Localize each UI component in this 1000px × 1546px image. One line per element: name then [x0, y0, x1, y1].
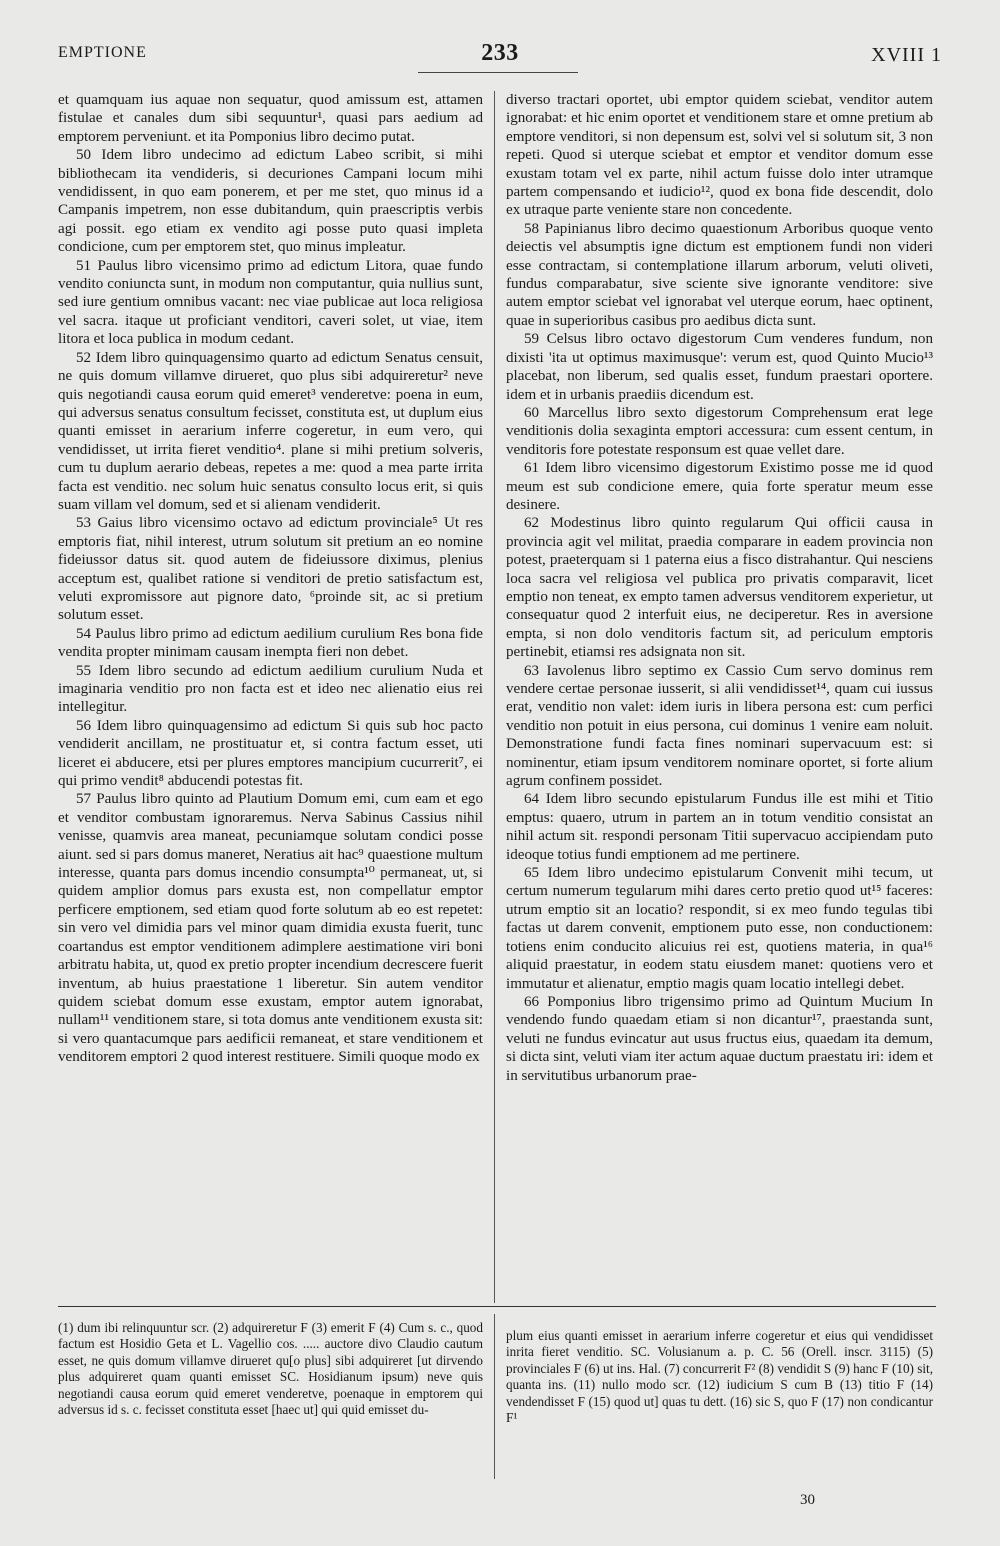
paragraph: 59 Celsus libro octavo digestorum Cum venderes fundum, non dixisti 'ita ut optimus maximusque': verum est, quod Quinto Mucio¹³ placebat, non liberum, sed qualis esset, fundum praestari oportere. idem et in urbanis praediis dicendum est. — [506, 331, 933, 403]
footnote-text: plum eius quanti emisset in aerarium inferre cogeretur et eius qui vendidisset inrita fieret venditio. SC. Volusianum a. p. C. 56 (Orell. inscr. 3115) (5) provinciales F (6) ut ins. Hal. (7) concurrerit F² (8) vendidit S (9) hanc F (10) sit, quanta ins. (11) nullo modo scr. (12) iudicium S cum B (13) titio F (14) vendendisset F (15) quod ut] quas tu dett. (16) sic S, quo F (17) non condicantur F¹ — [506, 1328, 933, 1426]
paragraph: 60 Marcellus libro sexto digestorum Comprehensum erat lege venditionis dolia sexaginta emptori accessura: cum essent centum, in venditoris fore potestate responsum est quae vellet dare. — [506, 404, 933, 458]
paragraph: 50 Idem libro undecimo ad edictum Labeo scribit, si mihi bibliothecam ita vendideris, si decuriones Campani locum mihi vendidissent, in quo eam ponerem, et per me stet, quo minus id a Campanis impetrem, non esse dubitandum, quin praescriptis verbis agi possit. ego etiam ex vendito agi posse puto quasi impleta condicione, cum per emptorem stet, quo minus impleatur. — [58, 147, 483, 256]
signature-mark: 30 — [800, 1492, 815, 1508]
paragraph: 55 Idem libro secundo ad edictum aedilium curulium Nuda et imaginaria venditio pro non facta est et ideo nec alienatio eius rei intellegitur. — [58, 662, 483, 716]
right-text-column — [506, 91, 933, 1303]
paragraph: 52 Idem libro quinquagensimo quarto ad edictum Senatus censuit, ne quis domum villamve dirueret, quo plus sibi adquireretur² neve quis negotiandi causa eorum quid emeret³ venderetve: poena in eum, qui adversus senatus consultum fecisset, constituta est, ut duplum eius quanti emisset in aerarium inferre cogeretur, in eum vero, qui vendidisset, ut irrita fieret venditio⁴. plane si mihi pretium solveris, cum tu duplum aerario debeas, repetes a me: quod a mea parte irrita facta est venditio. nec solum huic senatus consulto locus erit, si quis suam villam vel domum, sed et si alienam vendiderit. — [58, 349, 483, 513]
footnotes-right — [506, 1328, 933, 1488]
paragraph: 62 Modestinus libro quinto regularum Qui officii causa in provincia agit vel militat, praedia comparare in eadem provincia non potest, praeterquam si 1 paterna eius a fisco distrahantur. Qui nesciens loca sacra vel religiosa vel publica pro privatis comparavit, licet emptio non teneat, ex empto tamen adversus venditorem experietur, ut consequatur quod 2 interfuit eius, ne deciperetur. Res in aversione empta, si non dolo venditoris factum sit, ad periculum emptoris pertinebit, etiamsi res adsignata non sit. — [506, 515, 933, 661]
footnote-text: (1) dum ibi relinquuntur scr. (2) adquireretur F (3) emerit F (4) Cum s. c., quod factum est Hosidio Geta et L. Vagellio cos. ..... auctore divo Claudio cautum esset, ne quis domum villamve dirueret qu[o plus] sibi adquireret [ut dirvendo plus adquireret quam quanti emisset SC. Hosidianum ipsum) neve quis negotiandi causa eorum quid emeret venderetve, poenaque in emptorem qui adversus id s. c. fecisset constituta esset [haec ut] qui quid emisset du- — [58, 1320, 483, 1418]
paragraph: 54 Paulus libro primo ad edictum aedilium curulium Res bona fide vendita propter minimam causam inempta fieri non debet. — [58, 625, 483, 661]
footnote-column-divider — [494, 1314, 495, 1479]
paragraph: 58 Papinianus libro decimo quaestionum Arboribus quoque vento deiectis vel absumptis igne dictum est emptionem fundi non videri esse contractam, si contemplatione illarum arborum, veluti oliveti, fundus comparabatur, sive sciente sive ignorante venditore: sive autem emptor sciebat vel ignorabat vel uterque eorum, haec optinent, quae in superioribus casibus pro aedibus dicta sunt. — [506, 220, 933, 329]
paragraph: 51 Paulus libro vicensimo primo ad edictum Litora, quae fundo vendito coniuncta sunt, in modum non computantur, quia nullius sunt, sed iure gentium omnibus vacant: nec viae publicae aut loca religiosa vel sacra. itaque ut proficiant venditori, caveri solet, ut viae, item litora et loca publica in modum cedant. — [58, 257, 483, 348]
paragraph: 61 Idem libro vicensimo digestorum Existimo posse me id quod meum est sub condicione emere, quia forte speratur meum esse desinere. — [506, 460, 933, 513]
paragraph: 57 Paulus libro quinto ad Plautium Domum emi, cum eam et ego et venditor combustam ignoraremus. Nerva Sabinus Cassius nihil venisse, quamvis area maneat, pecuniamque solutam condici posse aiunt. sed si pars domus maneret, Neratius ait hac⁹ quaestione multum interesse, quanta pars domus incendio consumpta¹⁰ permaneat, ut, si quidem amplior domus pars exusta est, non compellatur emptor perficere emptionem, sed etiam quod forte solutum ab eo est repetet: sin vero vel dimidia pars vel minor quam dimidia exusta fuerit, tunc coartandus est emptor venditionem adimplere aestimatione viri boni arbitratu habita, ut, quod ex pretio propter incendium decrescere fuerit inventum, ab huius praestatione 1 liberetur. Sin autem venditor quidem sciebat domum esse exustam, emptor autem ignorabat, nullam¹¹ venditionem stare, si tota domus ante venditionem exusta sit: si vero quantacumque pars aedificii remaneat, et stare venditionem et venditorem emptori 2 quod interest restituere. Simili quoque modo ex — [58, 791, 483, 1066]
footnotes-left — [58, 1320, 483, 1485]
running-head-section: XVIII 1 — [871, 44, 942, 66]
left-text-column — [58, 91, 483, 1303]
paragraph: diverso tractari oportet, ubi emptor quidem sciebat, venditor autem ignorabat: et hic enim oportet et venditionem stare et omne pretium ab emptore venditori, si non depensum est, solvi vel si solutum sit, 3 non repeti. Quod si uterque sciebat et emptor et venditor domum esse exustam totam vel ex parte, nihil actum fuisse dolo inter utramque partem compensando et iudicio¹², quod ex bona fide descendit, dolo ex utraque parte veniente stare non concedente. — [506, 92, 933, 219]
header-rule — [418, 72, 578, 73]
paragraph: 63 Iavolenus libro septimo ex Cassio Cum servo dominus rem vendere certae personae iusserit, si alii vendidisset¹⁴, quam cui iussus erat, venditio non valet: idem iuris in libera persona est: cum perfici venditio non potuit in eius persona, cui dominus 1 venire eam noluit. Demonstratione fundi facta fines nominari supervacuum est: si nominentur, etiam ipsum venditorem nominare oportet, si forte alium agrum confinem possidet. — [506, 662, 933, 790]
running-head-title: EMPTIONE — [58, 44, 147, 61]
paragraph: et quamquam ius aquae non sequatur, quod amissum est, attamen fistulae et canales dum sibi sequuntur¹, quasi pars aedium ad emptorem perveniunt. et ita Pomponius libro decimo putat. — [58, 92, 483, 145]
paragraph: 66 Pomponius libro trigensimo primo ad Quintum Mucium In vendendo fundo quaedam etiam si non dicantur¹⁷, praestanda sunt, veluti ne fundus evincatur aut usus fructus eius, quaedam ita demum, si dicta sint, veluti viam iter actum aquae ductum praestatu iri: idem et in servitutibus urbanorum prae- — [506, 993, 933, 1084]
paragraph: 56 Idem libro quinquagensimo ad edictum Si quis sub hoc pacto vendiderit ancillam, ne prostituatur et, si contra factum esset, uti liceret ei abducere, etsi per plures emptores mancipium cucurrerit⁷, ei qui primo vendit⁸ abducendi potestas fit. — [58, 717, 483, 790]
paragraph: 65 Idem libro undecimo epistularum Convenit mihi tecum, ut certum numerum tegularum mihi dares certo pretio quod ut¹⁵ faceres: utrum emptio sit an locatio? respondit, si ex meo fundo tegulas tibi factas ut darem convenit, emptionem puto esse, non conductionem: totiens enim conducito alicuius rei est, quotiens materia, in qua¹⁶ aliquid praestatur, in eodem statu eiusdem manet: quotiens vero et immutatur et alienatur, emptio magis quam locatio intellegi debet. — [506, 865, 933, 992]
footnote-rule — [58, 1306, 936, 1307]
paragraph: 64 Idem libro secundo epistularum Fundus ille est mihi et Titio emptus: quaero, utrum in partem an in totum venditio consistat an nihil actum sit. respondi personam Titii supervacuo accipiendam puto ideoque totius fundi emptionem ad me pertinere. — [506, 791, 933, 863]
column-divider — [494, 91, 495, 1303]
page-number: 233 — [481, 40, 519, 66]
paragraph: 53 Gaius libro vicensimo octavo ad edictum provinciale⁵ Ut res emptoris fiat, nihil interest, utrum solutum sit pretium an eo nomine fideiussor datus sit. quod autem de fideiussore diximus, plenius acceptum est, qualibet ratione si venditori de pretio satisfactum est, veluti expromissore aut pignore dato, ⁶proinde sit, ac si pretium solutum esset. — [58, 515, 483, 624]
